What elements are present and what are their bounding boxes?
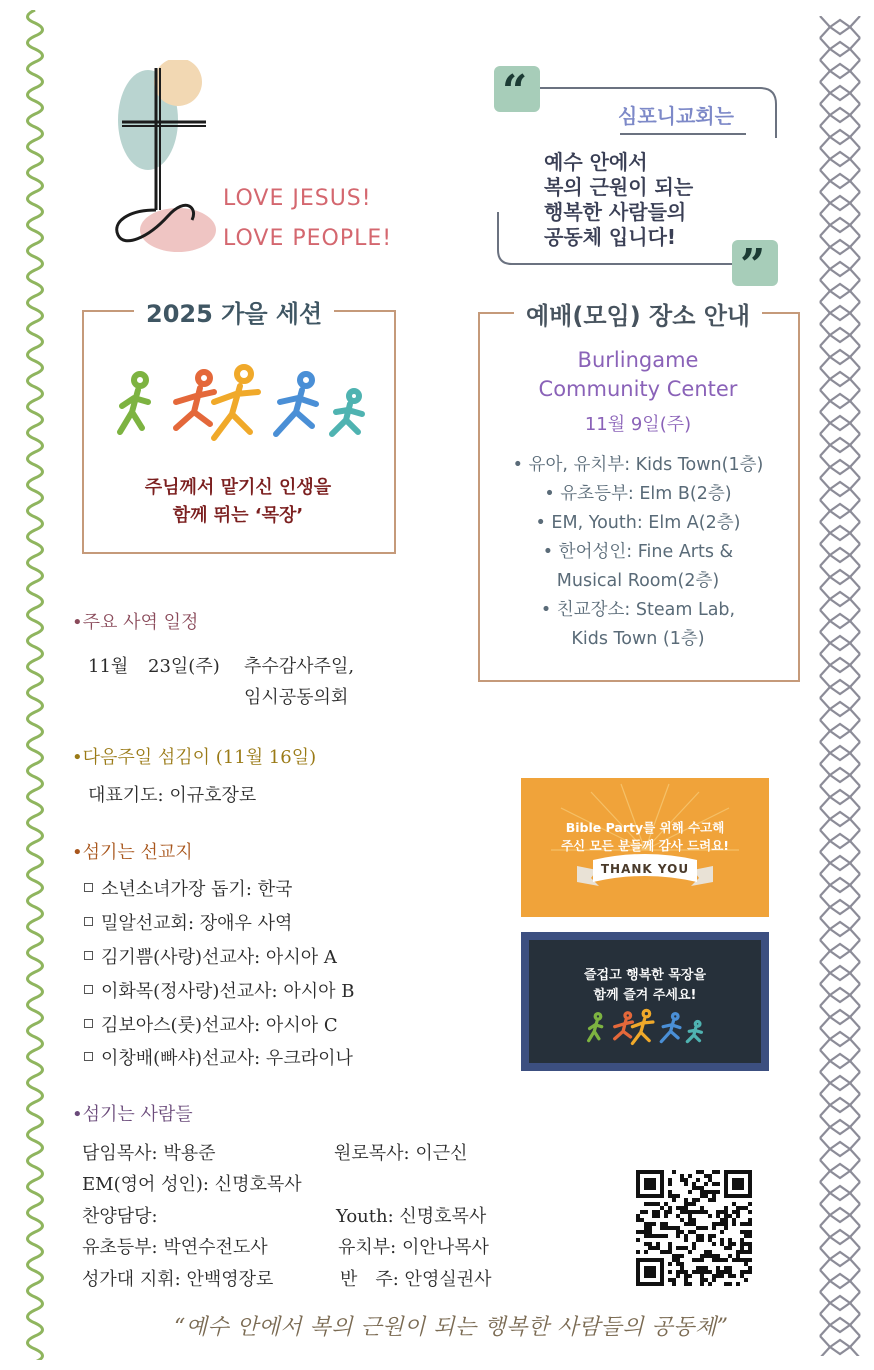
schedule-event: 추수감사주일,	[244, 656, 355, 677]
bullet-square-icon	[84, 951, 93, 960]
mission-item	[84, 1044, 353, 1070]
mission-item	[84, 977, 354, 1003]
thanks-line-1: Bible Party를 위해 수고해	[565, 820, 725, 835]
join-line-2: 함께 즐겨 주세요!	[593, 988, 697, 1003]
thank-you-banner	[521, 778, 769, 917]
place-room-list	[478, 451, 798, 654]
em-pastor: EM(영어 성인): 신명호목사	[82, 1174, 302, 1195]
join-banner	[521, 932, 769, 1071]
choir-director: 성가대 지휘: 안백영장로	[82, 1269, 274, 1290]
schedule-day: 23일(주)	[148, 656, 220, 677]
session-desc-line: 주님께서 맡기신 인생을	[144, 477, 332, 498]
place-room-item: Kids Town (1층)	[571, 629, 705, 649]
missions-heading: •섬기는 선교지	[72, 842, 193, 863]
place-room-item: • 한어성인: Fine Arts &	[542, 542, 734, 562]
quote-line: 예수 안에서	[544, 150, 648, 174]
runners-icon	[110, 362, 372, 452]
emeritus-pastor: 원로목사: 이근신	[334, 1143, 468, 1164]
place-title: 예배(모임) 장소 안내	[514, 296, 762, 331]
mission-label: 김기쁨(사랑)선교사: 아시아 A	[101, 947, 337, 968]
session-description	[82, 474, 394, 530]
next-week-prayer: 대표기도: 이규호장로	[88, 785, 257, 806]
place-name-line: Community Center	[538, 377, 738, 401]
open-quote-icon: “	[502, 66, 528, 117]
bullet-square-icon	[84, 883, 93, 892]
quote-line: 공동체 입니다!	[544, 225, 677, 249]
church-motto-quote	[494, 64, 784, 291]
schedule-month: 11월	[88, 656, 129, 677]
place-room-item: Musical Room(2층)	[556, 571, 720, 591]
people-heading: •섬기는 사람들	[72, 1104, 193, 1125]
quote-line: 복의 근원이 되는	[544, 175, 694, 199]
mission-label: 김보아스(룻)선교사: 아시아 C	[101, 1015, 338, 1036]
church-logo	[108, 60, 408, 270]
mission-item	[84, 875, 292, 901]
place-room-item: • EM, Youth: Elm A(2층)	[535, 513, 741, 533]
elementary-minister: 유초등부: 박연수전도사	[82, 1237, 268, 1258]
worship-leader: 찬양담당:	[82, 1206, 158, 1227]
place-date: 11월 9일(주)	[584, 414, 692, 435]
runners-icon	[584, 1008, 706, 1050]
mission-label: 이창배(빠샤)선교사: 우크라이나	[101, 1048, 353, 1069]
place-room-item: • 유초등부: Elm B(2층)	[544, 484, 732, 504]
footer-quote: “예수 안에서 복의 근원이 되는 행복한 사람들의 공동체”	[174, 1315, 729, 1340]
bullet-square-icon	[84, 985, 93, 994]
session-desc-line: 함께 뛰는 ‘목장’	[172, 505, 304, 526]
logo-line-1: LOVE JESUS!	[223, 186, 372, 211]
quote-body	[544, 150, 764, 250]
thank-you-label: THANK YOU	[600, 862, 690, 876]
schedule-heading: •주요 사역 일정	[72, 612, 199, 633]
place-room-item: • 친교장소: Steam Lab,	[540, 600, 736, 620]
schedule-event-2: 임시공동의회	[244, 687, 349, 708]
place-name	[478, 346, 798, 404]
place-name-line: Burlingame	[577, 348, 699, 372]
thanks-line-2: 주신 모든 분들께 감사 드려요!	[560, 838, 729, 853]
senior-pastor: 담임목사: 박용준	[82, 1143, 216, 1164]
pattern-border	[818, 16, 862, 1356]
session-title: 2025 가을 세션	[134, 294, 334, 329]
vine-border	[18, 10, 52, 1360]
bullet-square-icon	[84, 1052, 93, 1061]
quote-line: 행복한 사람들의	[544, 200, 687, 224]
quote-title: 심포니교회는	[618, 104, 734, 128]
mission-item	[84, 943, 337, 969]
logo-line-2: LOVE PEOPLE!	[223, 226, 393, 251]
join-line-1: 즐겁고 행복한 목장을	[583, 968, 707, 983]
qr-code-icon[interactable]	[636, 1170, 752, 1286]
kinder-pastor: 유치부: 이안나목사	[338, 1237, 489, 1258]
mission-label: 밀알선교회: 장애우 사역	[101, 913, 293, 934]
accompanist: 반 주: 안영실권사	[340, 1269, 492, 1290]
mission-item	[84, 1011, 338, 1037]
youth-pastor: Youth: 신명호목사	[336, 1206, 487, 1227]
place-room-item: • 유아, 유치부: Kids Town(1층)	[512, 455, 764, 475]
mission-label: 이화목(정사랑)선교사: 아시아 B	[101, 981, 355, 1002]
mission-item	[84, 909, 292, 935]
bullet-square-icon	[84, 1019, 93, 1028]
close-quote-icon: ”	[740, 240, 766, 291]
bullet-square-icon	[84, 917, 93, 926]
next-week-heading: •다음주일 섬김이 (11월 16일)	[72, 747, 317, 768]
join-banner-inner	[529, 940, 761, 1063]
mission-label: 소년소녀가장 돕기: 한국	[101, 879, 293, 900]
